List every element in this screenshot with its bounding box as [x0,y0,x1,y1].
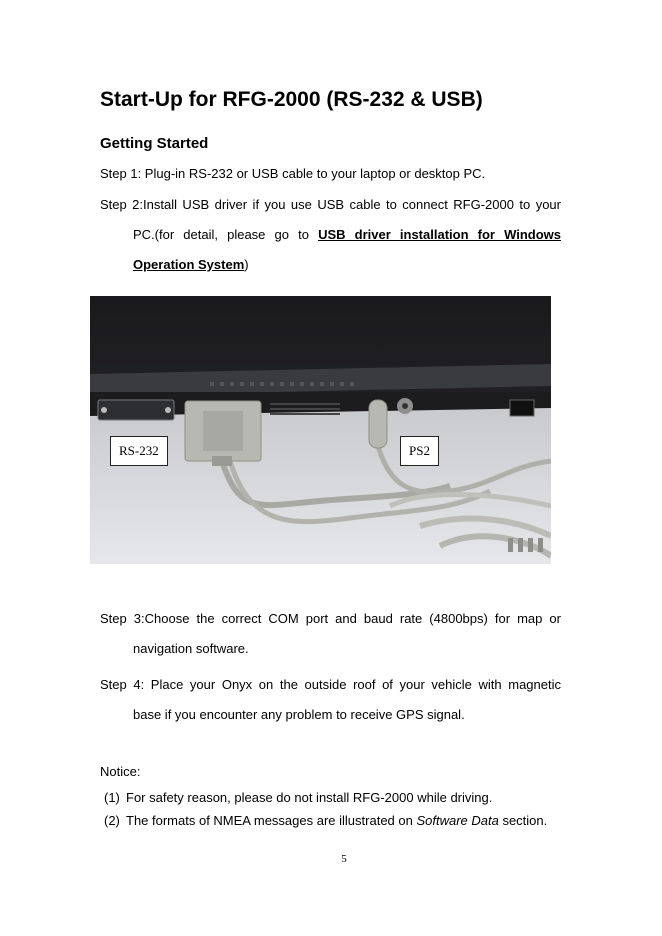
step-2-line-1: Step 2:Install USB driver if you use USB cable to connect RFG-2000 to your [100,197,561,212]
notice-item-1-number: (1) [104,790,120,805]
step-2-line-3 [100,250,561,280]
notice-item-2-text-after: section. [498,813,548,828]
step-3-line-2: navigation software. [133,641,249,656]
notice-item-2-number: (2) [104,813,120,828]
usb-driver-link-part-2[interactable]: Operation System [133,257,245,272]
notice-item-1-text: For safety reason, please do not install RFG-2000 while driving. [126,790,493,805]
step-2-suffix: ) [244,257,249,272]
notice-item-1 [104,788,492,808]
connector-photo [90,296,551,564]
connector-illustration [90,296,551,564]
page-title: Start-Up for RFG-2000 (RS-232 & USB) [100,88,483,111]
notice-item-2-text-before: The formats of NMEA messages are illustrated on [126,813,417,828]
page-number: 5 [341,853,347,865]
notice-item-2-italic: Software Data [416,813,499,828]
notice-title: Notice: [100,764,141,779]
step-4-line-1: Step 4: Place your Onyx on the outside roof of your vehicle with magnetic [100,677,561,692]
notice-item-2 [104,811,547,831]
ps2-label: PS2 [400,436,439,466]
step-3 [100,604,561,664]
step-1 [100,159,561,189]
rs232-label: RS-232 [110,436,168,466]
step-2 [100,190,561,280]
step-2-prefix: PC.(for detail, please go to [133,227,319,242]
step-4 [100,670,561,730]
step-1-text: Step 1: Plug-in RS-232 or USB cable to your laptop or desktop PC. [100,166,486,181]
section-heading: Getting Started [100,135,209,152]
step-2-line-2 [100,220,561,250]
usb-driver-link-part-1[interactable]: USB driver installation for Windows [318,227,562,242]
step-3-line-1: Step 3:Choose the correct COM port and baud rate (4800bps) for map or [100,611,561,626]
step-4-line-2: base if you encounter any problem to receive GPS signal. [133,707,465,722]
